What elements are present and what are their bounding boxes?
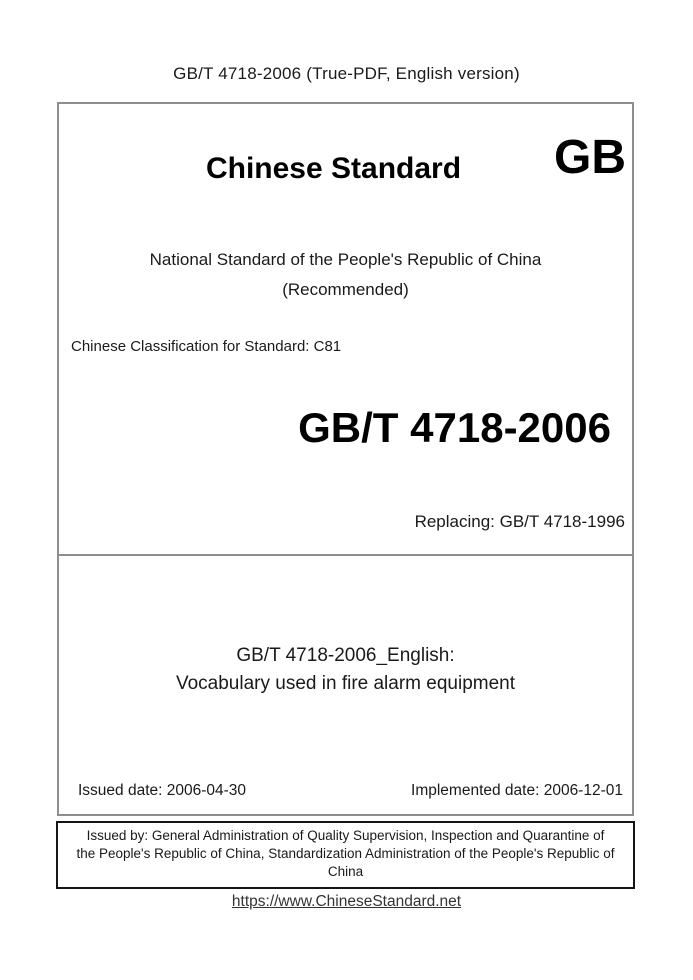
english-title-line2: Vocabulary used in fire alarm equipment [175,673,516,694]
classification-line: Chinese Classification for Standard: C81 [71,338,342,355]
cover-box [57,102,634,556]
brand-title: Chinese Standard [205,152,462,185]
replacing-line: Replacing: GB/T 4718-1996 [414,512,625,531]
gb-logo: GB [554,131,626,184]
recommended-line: (Recommended) [282,280,409,299]
national-standard-line: National Standard of the People's Republic of China [149,250,542,269]
issuer-line-3: China [327,864,364,879]
title-box [57,554,634,816]
footer-link[interactable]: https://www.ChineseStandard.net [231,893,462,910]
standard-number-title: GB/T 4718-2006 [298,404,611,451]
implemented-date: Implemented date: 2006-12-01 [411,782,623,799]
page-header-title: GB/T 4718-2006 (True-PDF, English version) [173,64,520,83]
issuer-line-1: Issued by: General Administration of Quality Supervision, Inspection and Quarantine of [86,828,605,843]
english-title-line1: GB/T 4718-2006_English: [236,645,455,666]
footer [0,893,693,911]
english-title [59,642,632,698]
issuer-line-2: the People's Republic of China, Standardization Administration of the People's Republic of [76,846,615,861]
issuer-box [56,821,635,889]
dates-row [59,782,632,800]
issued-date: Issued date: 2006-04-30 [78,782,247,799]
